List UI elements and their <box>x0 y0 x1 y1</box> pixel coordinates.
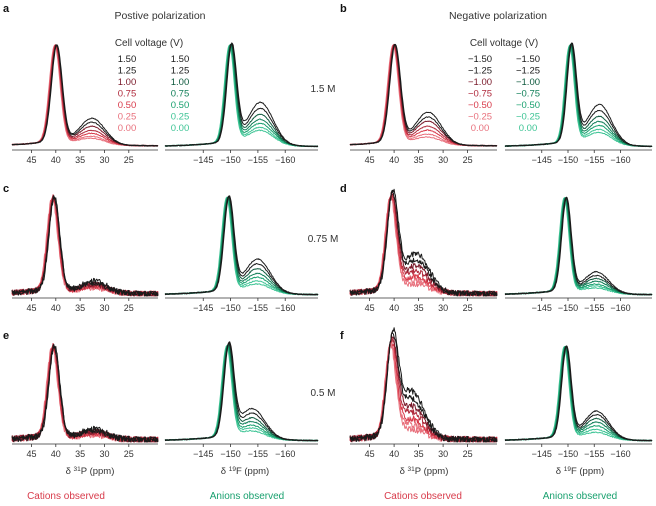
x-tick-label: −155 <box>247 449 269 459</box>
legend-entry-cation: 1.25 <box>117 65 137 77</box>
x-tick-label: 45 <box>26 303 37 313</box>
x-tick-label: −145 <box>531 449 552 459</box>
x-tick-label: −155 <box>584 155 605 165</box>
spectrum-line <box>165 196 318 295</box>
spectrum-line <box>12 346 158 442</box>
spectrum-panel-f-19F <box>505 346 652 459</box>
legend-entry-cation: 0.00 <box>470 123 490 134</box>
x-tick-label: 45 <box>26 449 37 459</box>
legend-entry-anion: 0.75 <box>170 88 190 100</box>
spectrum-line <box>12 344 158 442</box>
legend-title: Cell voltage (V) <box>114 38 184 49</box>
x-tick-label: 30 <box>99 155 110 165</box>
x-tick-label: 40 <box>389 155 400 165</box>
x-tick-label: −155 <box>584 449 605 459</box>
legend-entry-anion: 0.00 <box>518 123 538 134</box>
legend-entry-cation: 0.25 <box>117 111 137 123</box>
footer-anions-observed: Anions observed <box>542 491 618 502</box>
x-tick-label: 45 <box>26 155 37 165</box>
x-tick-label: −155 <box>247 303 269 313</box>
x-tick-label: 45 <box>364 155 375 165</box>
legend-entry-anion: −0.25 <box>515 111 541 123</box>
panel-letter-e: e <box>3 330 10 342</box>
spectrum-line <box>12 196 158 296</box>
legend-entry-anion: −1.00 <box>515 77 541 88</box>
x-tick-label: −145 <box>531 155 552 165</box>
spectrum-line <box>350 192 497 296</box>
x-tick-label: −150 <box>220 449 241 459</box>
x-tick-label: 30 <box>438 303 449 313</box>
legend-title: Cell voltage (V) <box>469 38 539 49</box>
legend-entry-anion: 0.00 <box>170 123 190 134</box>
spectrum-line <box>165 345 318 441</box>
spectrum-line <box>12 345 158 442</box>
legend-entry-anion: −1.25 <box>515 65 541 77</box>
spectrum-line <box>12 197 158 296</box>
legend-entry-cation: 0.00 <box>117 123 137 134</box>
spectrum-line <box>12 344 158 442</box>
x-tick-label: 30 <box>99 303 110 313</box>
x-tick-label: 35 <box>75 449 86 459</box>
x-tick-label: −145 <box>193 449 214 459</box>
p-axis-label: δ $^{31}$P (ppm) <box>65 465 115 477</box>
x-tick-label: −155 <box>584 303 605 313</box>
legend-entry-cation: −1.25 <box>467 65 493 77</box>
concentration-label-1-5m: 1.5 M <box>310 84 336 95</box>
spectrum-line <box>350 338 497 442</box>
x-tick-label: 25 <box>462 155 473 165</box>
spectrum-panel-c-31P <box>12 195 158 313</box>
legend-entry-anion: 1.25 <box>170 65 190 77</box>
p-axis-label: δ $^{31}$P (ppm) <box>399 465 449 477</box>
x-tick-label: 45 <box>364 303 375 313</box>
spectrum-line <box>505 198 652 295</box>
legend-entry-anion: 1.00 <box>170 77 190 88</box>
x-tick-label: 25 <box>123 449 134 459</box>
x-tick-label: −145 <box>193 303 214 313</box>
spectrum-line <box>12 195 158 296</box>
panel-letter-f: f <box>340 330 344 342</box>
x-tick-label: −160 <box>610 155 631 165</box>
x-tick-label: 25 <box>123 303 134 313</box>
legend-entry-cation: −0.25 <box>467 111 493 123</box>
legend-entry-cation: 1.50 <box>117 54 137 65</box>
legend-entry-anion: −0.50 <box>515 100 541 111</box>
x-tick-label: 25 <box>462 303 473 313</box>
x-tick-label: −160 <box>610 303 631 313</box>
legend-entry-cation: −0.75 <box>467 88 493 100</box>
x-tick-label: −145 <box>193 155 214 165</box>
f-axis-label: δ $^{19}$F (ppm) <box>220 465 270 477</box>
x-tick-label: 45 <box>364 449 375 459</box>
spectrum-line <box>505 346 652 441</box>
legend-entry-anion: −1.50 <box>515 54 541 65</box>
x-tick-label: 30 <box>438 449 449 459</box>
legend-entry-cation: 1.00 <box>117 77 137 88</box>
x-tick-label: −150 <box>220 155 241 165</box>
spectrum-panel-c-19F <box>165 196 318 313</box>
spectrum-line <box>12 346 158 442</box>
x-tick-label: −160 <box>610 449 631 459</box>
x-tick-label: 35 <box>413 155 424 165</box>
x-tick-label: −155 <box>247 155 269 165</box>
legend-positive <box>115 38 189 134</box>
x-tick-label: −160 <box>275 155 296 165</box>
panel-letter-c: c <box>3 183 10 195</box>
legend-entry-cation: 0.50 <box>117 100 137 111</box>
x-tick-label: 40 <box>389 303 400 313</box>
x-tick-label: 35 <box>413 303 424 313</box>
spectrum-line <box>350 332 497 442</box>
x-tick-label: 25 <box>123 155 134 165</box>
footer-cations-observed: Cations observed <box>384 491 462 502</box>
legend-entry-cation: −1.50 <box>467 54 493 65</box>
spectrum-panel-d-19F <box>505 197 652 313</box>
legend-entry-cation: 0.75 <box>117 88 137 100</box>
x-tick-label: −145 <box>531 303 552 313</box>
footer-cations-observed: Cations observed <box>27 491 105 502</box>
x-tick-label: −150 <box>557 303 579 313</box>
title-positive-polarization: Postive polarization <box>114 10 206 22</box>
x-tick-label: 30 <box>99 449 110 459</box>
spectrum-line <box>350 328 497 442</box>
x-tick-label: 40 <box>50 449 61 459</box>
concentration-label-0-75m: 0.75 M <box>307 234 339 245</box>
panel-letter-a: a <box>3 3 10 15</box>
spectrum-line <box>12 345 158 442</box>
title-negative-polarization: Negative polarization <box>448 10 548 22</box>
legend-entry-cation: −1.00 <box>467 77 493 88</box>
x-tick-label: 25 <box>462 449 473 459</box>
concentration-label-0-5m: 0.5 M <box>310 388 336 399</box>
legend-negative <box>468 38 540 134</box>
x-tick-label: 30 <box>438 155 449 165</box>
x-tick-label: −150 <box>557 449 579 459</box>
x-tick-label: 40 <box>50 155 61 165</box>
x-tick-label: −160 <box>275 449 296 459</box>
spectrum-line <box>12 196 158 296</box>
x-tick-label: −150 <box>220 303 241 313</box>
spectrum-line <box>165 197 318 295</box>
panel-letter-b: b <box>340 3 347 15</box>
legend-entry-anion: 0.50 <box>170 100 190 111</box>
legend-entry-anion: −0.75 <box>515 88 541 100</box>
f-axis-label: δ $^{19}$F (ppm) <box>555 465 605 477</box>
x-tick-label: 40 <box>50 303 61 313</box>
x-tick-label: −160 <box>275 303 296 313</box>
x-tick-label: 35 <box>75 155 86 165</box>
x-tick-label: 35 <box>413 449 424 459</box>
panel-letter-d: d <box>340 183 347 195</box>
spectrum-panel-e-19F <box>165 342 318 459</box>
spectrum-panel-d-31P <box>350 189 497 313</box>
x-tick-label: 35 <box>75 303 86 313</box>
legend-entry-anion: 0.25 <box>170 111 190 123</box>
spectrum-panel-f-31P <box>350 328 497 459</box>
legend-entry-cation: −0.50 <box>467 100 493 111</box>
spectrum-panel-e-31P <box>12 344 158 460</box>
spectrum-line <box>12 197 158 296</box>
spectrum-line <box>165 196 318 295</box>
x-tick-label: −150 <box>557 155 579 165</box>
spectrum-line <box>12 195 158 296</box>
x-tick-label: 40 <box>389 449 400 459</box>
legend-entry-anion: 1.50 <box>170 54 190 65</box>
spectrum-line <box>12 195 158 296</box>
footer-anions-observed: Anions observed <box>209 491 285 502</box>
spectrum-line <box>12 344 158 442</box>
